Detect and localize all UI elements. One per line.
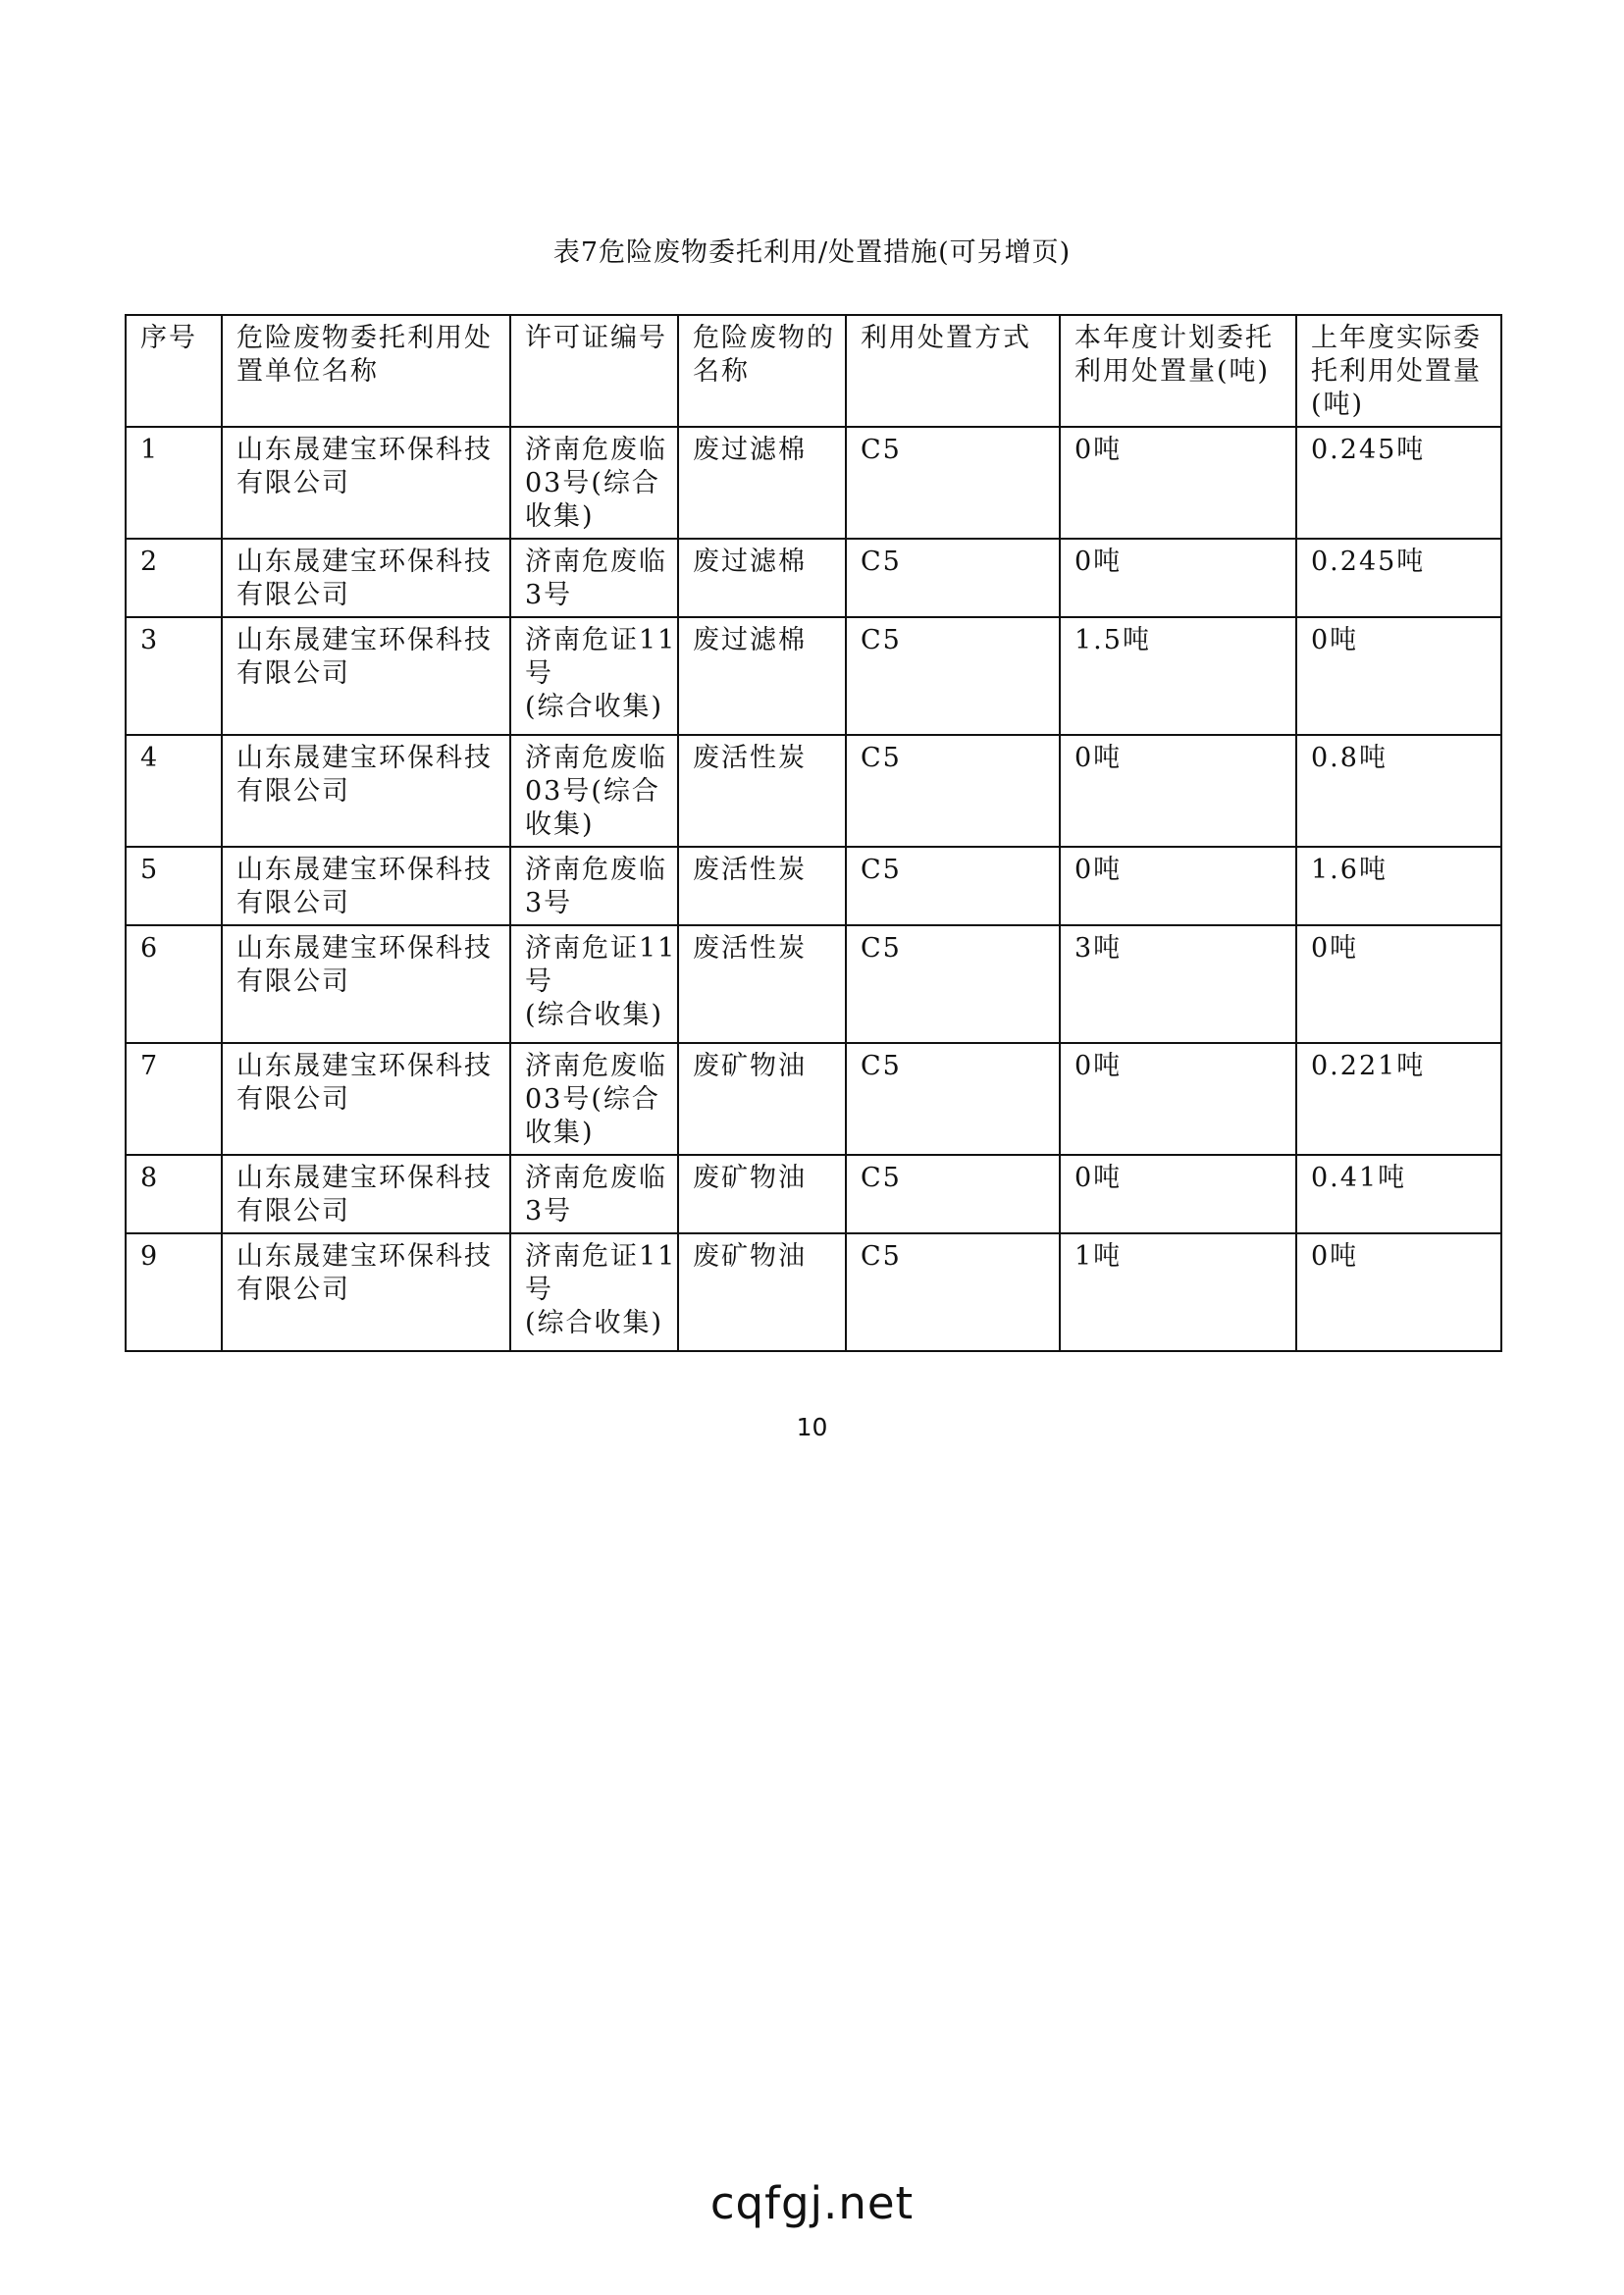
license-number: 济南危废临 03号(综合 收集)	[510, 735, 678, 847]
waste-name: 废矿物油	[678, 1043, 846, 1155]
planned-amount: 3吨	[1060, 925, 1296, 1043]
header-cell: 上年度实际委 托利用处置量 (吨)	[1296, 315, 1501, 427]
header-cell: 危险废物委托利用处 置单位名称	[222, 315, 510, 427]
disposal-unit-name: 山东晟建宝环保科技 有限公司	[222, 847, 510, 925]
table-row	[126, 1043, 1501, 1155]
table-row	[126, 925, 1501, 1043]
page-number: 10	[796, 1413, 828, 1441]
table-row	[126, 847, 1501, 925]
table-header-row	[126, 315, 1501, 427]
header-cell: 危险废物的 名称	[678, 315, 846, 427]
hazardous-waste-table	[125, 314, 1502, 1352]
waste-name: 废活性炭	[678, 735, 846, 847]
planned-amount: 0吨	[1060, 1043, 1296, 1155]
waste-name: 废矿物油	[678, 1233, 846, 1351]
disposal-method: C5	[846, 925, 1060, 1043]
planned-amount: 1吨	[1060, 1233, 1296, 1351]
actual-amount: 0.245吨	[1296, 427, 1501, 539]
row-number: 3	[126, 617, 222, 735]
disposal-unit-name: 山东晟建宝环保科技 有限公司	[222, 1043, 510, 1155]
planned-amount: 0吨	[1060, 427, 1296, 539]
waste-name: 废过滤棉	[678, 617, 846, 735]
planned-amount: 0吨	[1060, 735, 1296, 847]
row-number: 2	[126, 539, 222, 617]
watermark: cqfgj.net	[709, 2177, 915, 2229]
row-number: 5	[126, 847, 222, 925]
disposal-unit-name: 山东晟建宝环保科技 有限公司	[222, 925, 510, 1043]
actual-amount: 0.41吨	[1296, 1155, 1501, 1233]
actual-amount: 0吨	[1296, 617, 1501, 735]
row-number: 7	[126, 1043, 222, 1155]
disposal-method: C5	[846, 427, 1060, 539]
actual-amount: 0吨	[1296, 1233, 1501, 1351]
license-number: 济南危证11 号 (综合收集)	[510, 1233, 678, 1351]
disposal-method: C5	[846, 539, 1060, 617]
row-number: 4	[126, 735, 222, 847]
row-number: 8	[126, 1155, 222, 1233]
actual-amount: 0.221吨	[1296, 1043, 1501, 1155]
table-row	[126, 427, 1501, 539]
table-row	[126, 1155, 1501, 1233]
planned-amount: 0吨	[1060, 1155, 1296, 1233]
table-row	[126, 735, 1501, 847]
row-number: 9	[126, 1233, 222, 1351]
disposal-method: C5	[846, 735, 1060, 847]
header-cell: 利用处置方式	[846, 315, 1060, 427]
disposal-method: C5	[846, 1233, 1060, 1351]
waste-name: 废活性炭	[678, 847, 846, 925]
header-cell: 序号	[126, 315, 222, 427]
disposal-unit-name: 山东晟建宝环保科技 有限公司	[222, 735, 510, 847]
disposal-unit-name: 山东晟建宝环保科技 有限公司	[222, 539, 510, 617]
waste-name: 废活性炭	[678, 925, 846, 1043]
disposal-unit-name: 山东晟建宝环保科技 有限公司	[222, 617, 510, 735]
row-number: 6	[126, 925, 222, 1043]
disposal-method: C5	[846, 1155, 1060, 1233]
actual-amount: 0.8吨	[1296, 735, 1501, 847]
license-number: 济南危废临 3号	[510, 847, 678, 925]
license-number: 济南危证11 号 (综合收集)	[510, 925, 678, 1043]
header-cell: 许可证编号	[510, 315, 678, 427]
license-number: 济南危废临 3号	[510, 1155, 678, 1233]
actual-amount: 1.6吨	[1296, 847, 1501, 925]
table-row	[126, 617, 1501, 735]
planned-amount: 1.5吨	[1060, 617, 1296, 735]
license-number: 济南危废临 03号(综合 收集)	[510, 427, 678, 539]
disposal-method: C5	[846, 617, 1060, 735]
actual-amount: 0吨	[1296, 925, 1501, 1043]
planned-amount: 0吨	[1060, 847, 1296, 925]
waste-name: 废矿物油	[678, 1155, 846, 1233]
planned-amount: 0吨	[1060, 539, 1296, 617]
table-row	[126, 539, 1501, 617]
disposal-unit-name: 山东晟建宝环保科技 有限公司	[222, 427, 510, 539]
license-number: 济南危废临 03号(综合 收集)	[510, 1043, 678, 1155]
row-number: 1	[126, 427, 222, 539]
table-title: 表7危险废物委托利用/处置措施(可另增页)	[552, 237, 1072, 268]
disposal-unit-name: 山东晟建宝环保科技 有限公司	[222, 1233, 510, 1351]
license-number: 济南危证11 号 (综合收集)	[510, 617, 678, 735]
disposal-unit-name: 山东晟建宝环保科技 有限公司	[222, 1155, 510, 1233]
license-number: 济南危废临 3号	[510, 539, 678, 617]
disposal-method: C5	[846, 847, 1060, 925]
actual-amount: 0.245吨	[1296, 539, 1501, 617]
waste-name: 废过滤棉	[678, 427, 846, 539]
header-cell: 本年度计划委托 利用处置量(吨)	[1060, 315, 1296, 427]
waste-name: 废过滤棉	[678, 539, 846, 617]
table-row	[126, 1233, 1501, 1351]
disposal-method: C5	[846, 1043, 1060, 1155]
